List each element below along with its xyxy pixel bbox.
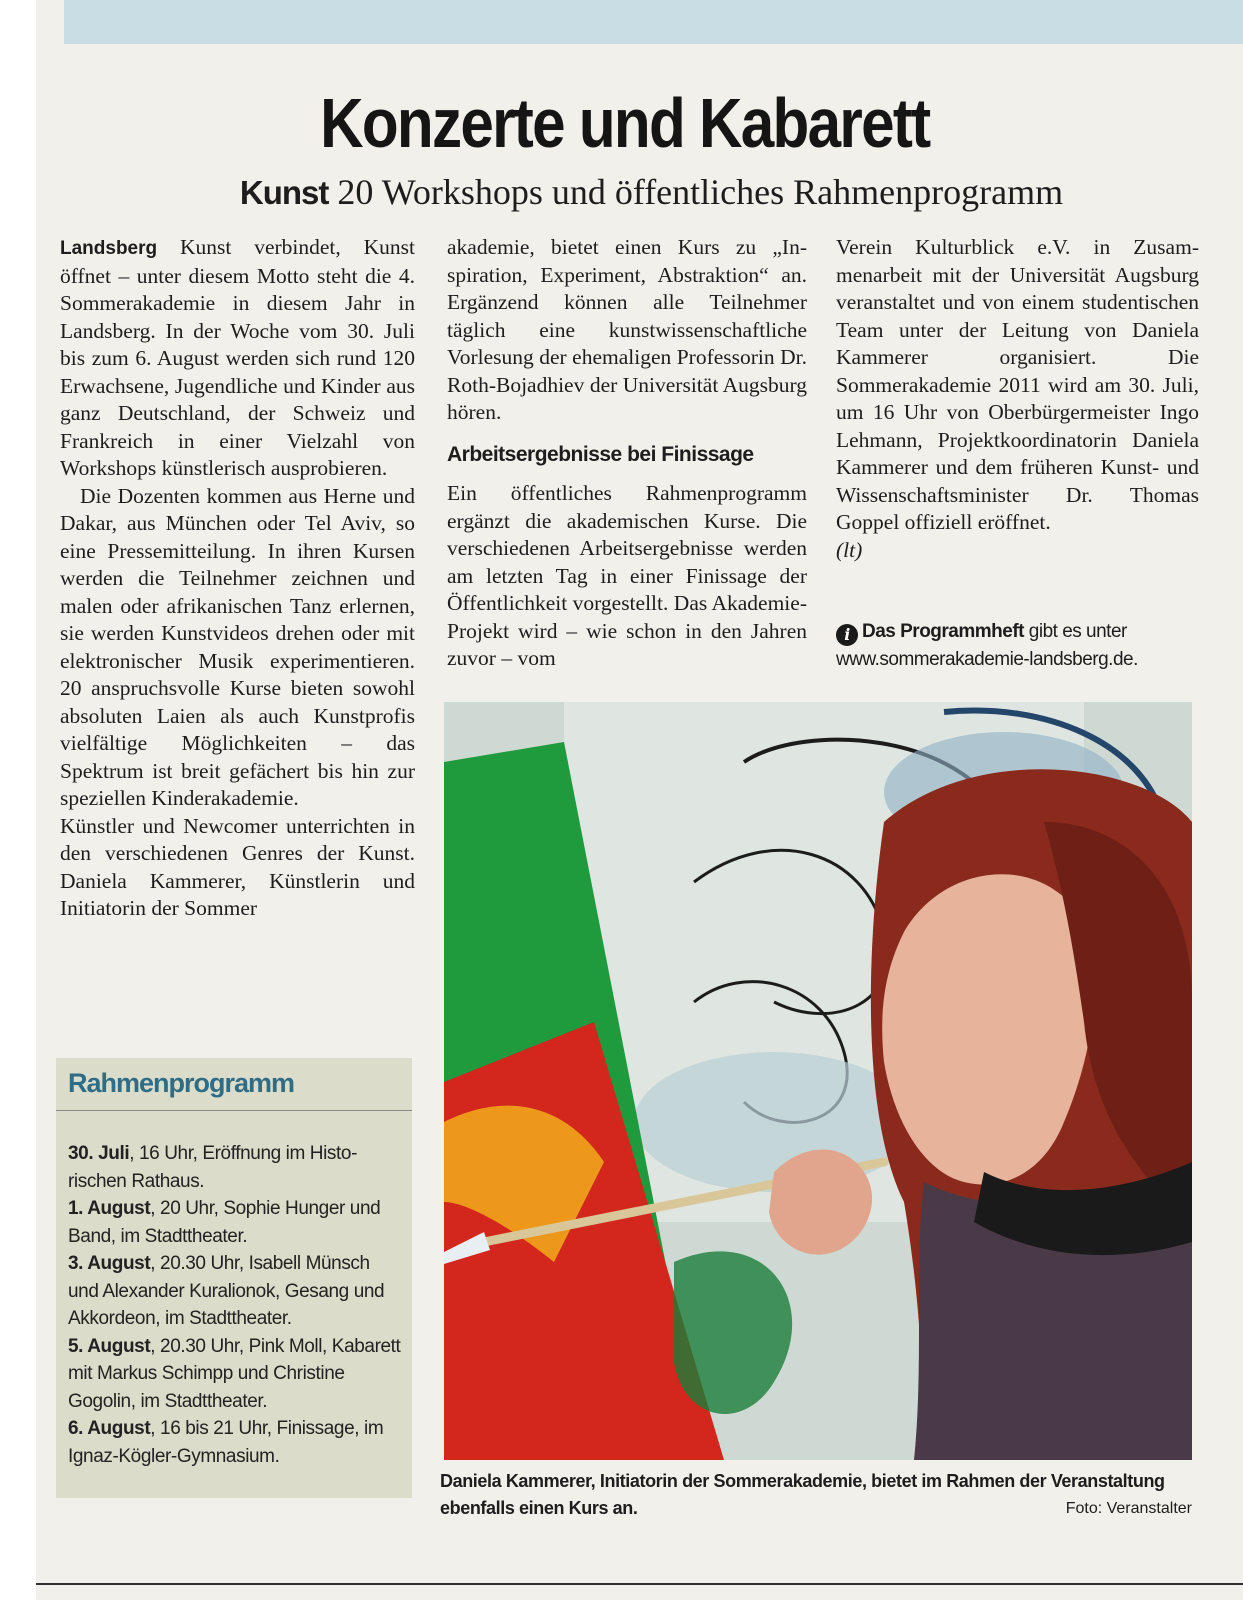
paragraph-text: Kunst verbindet, Kunst öffnet – unter diesem Motto steht die 4. Sommerakademie in diesem Jahr in Landsberg. In der Woche vom 30. Juli bis zum 6. August werden sich rund 120 Erwachsene, Jugendliche und Kinder aus ganz Deutschland, der Schweiz und Frankreich in einer Vielzahl von Workshops künstlerisch ausprobieren. [60, 235, 415, 480]
info-lead: Das Programmheft [862, 621, 1024, 642]
info-note [836, 618, 1216, 673]
info-text: gibt es unter [1028, 621, 1127, 642]
program-sidebar-box [56, 1058, 412, 1498]
event-item [68, 1195, 404, 1250]
event-text: , 16 bis 21 Uhr, Finissage, im Ignaz-Kögler-Gymnasium. [68, 1418, 384, 1467]
event-date: 6. August [68, 1418, 151, 1439]
article-column-3 [836, 234, 1199, 564]
info-icon: i [836, 624, 858, 646]
article-paragraph: Verein Kulturblick e.V. in Zusammenarbeit mit der Universität Augsburg veranstaltet und von einem studentischen Team unter der Leitung von Daniela Kammerer organisiert. Die Sommerakademie 2011 wird am 30. Juli, um 16 Uhr von Oberbürgermeister Ingo Lehmann, Projektkoordinatorin Daniela Kammerer und dem früheren Kunst- und Wissenschaftsminister Dr. Thomas Goppel offiziell eröffnet. [836, 235, 1199, 534]
photo-credit: Foto: Veranstalter [1065, 1500, 1192, 1517]
event-date: 3. August [68, 1253, 151, 1274]
article-column-1 [60, 234, 415, 923]
article-paragraph [60, 234, 415, 483]
program-url-link[interactable]: www.sommerakademie-landsberg.de. [836, 649, 1138, 670]
article-paragraph: akademie, bietet einen Kurs zu „Inspiration, Experiment, Abstraktion“ an. Ergänzend können alle Teilnehmer täglich eine kunstwissenschaftliche Vorlesung der ehemaligen Professorin Dr. Roth-Bojadhiev der Universität Augsburg hören. [447, 235, 807, 424]
kicker: Kunst [239, 174, 329, 211]
event-date: 1. August [68, 1198, 151, 1219]
painting-scene-illustration [444, 702, 1192, 1460]
event-date: 30. Juli [68, 1143, 130, 1164]
subheadline [0, 174, 1243, 210]
event-item [68, 1250, 404, 1333]
article-paragraph: Die Dozenten kommen aus Herne und Dakar, aus München oder Tel Aviv, so eine Pressemitteilung. In ihren Kursen werden die Teilnehmer zeichnen und malen oder afrikanischen Tanz erlernen, sie werden Kunstvideos drehen oder mit elektronischer Musik experimentieren. 20 anspruchsvolle Kurse bieten sowohl absoluten Laien als auch Kunstprofis vielfältige Möglichkeiten – das Spektrum ist breit gefächert bis hin zur speziellen Kinderakademie. [60, 483, 415, 810]
event-text: , 20 Uhr, Sophie Hunger und Band, im Stadttheater. [68, 1198, 381, 1247]
artist-photo [444, 702, 1192, 1460]
sidebar-divider [56, 1110, 412, 1111]
headline: Konzerte und Kabarett [320, 84, 930, 162]
bottom-rule [36, 1583, 1243, 1585]
event-text: , 16 Uhr, Eröffnung im Historischen Rathaus. [68, 1143, 358, 1192]
photo-caption: Daniela Kammerer, Initiatorin der Sommerakademie, bietet im Rahmen der Veranstaltung ebenfalls einen Kurs an. [440, 1471, 1165, 1518]
section-subhead: Arbeitsergebnisse bei Finissage [447, 442, 754, 466]
event-date: 5. August [68, 1335, 151, 1357]
author-initials: (lt) [836, 537, 863, 562]
dateline: Landsberg [60, 238, 158, 259]
event-item [68, 1333, 404, 1416]
article-paragraph: Künstler und Newcomer unterrichten in den verschiedenen Genres der Kunst. Daniela Kammerer, Künstlerin und Initiatorin der Sommer [60, 813, 415, 920]
event-text: , 20.30 Uhr, Pink Moll, Kabarett mit Markus Schimpp und Christine Gogolin, im Stadttheater. [68, 1335, 401, 1412]
event-item [68, 1415, 404, 1470]
event-item [68, 1140, 404, 1195]
event-text: , 20.30 Uhr, Isabell Münsch und Alexander Kuralionok, Gesang und Akkordeon, im Stadttheater. [68, 1253, 385, 1329]
sidebar-title: Rahmenprogramm [68, 1068, 295, 1098]
article-column-2 [447, 234, 807, 673]
article-paragraph: Ein öffentliches Rahmenprogramm ergänzt die akademischen Kurse. Die verschiedenen Arbeitsergebnisse werden am letzten Tag in einer Finissage der Öffentlichkeit vorgestellt. Das Akademie-Projekt wird – wie schon in den Jahren zuvor – vom [447, 481, 807, 670]
subheadline-text: 20 Workshops und öffentliches Rahmenprogramm [337, 172, 1064, 212]
event-list [68, 1140, 404, 1470]
